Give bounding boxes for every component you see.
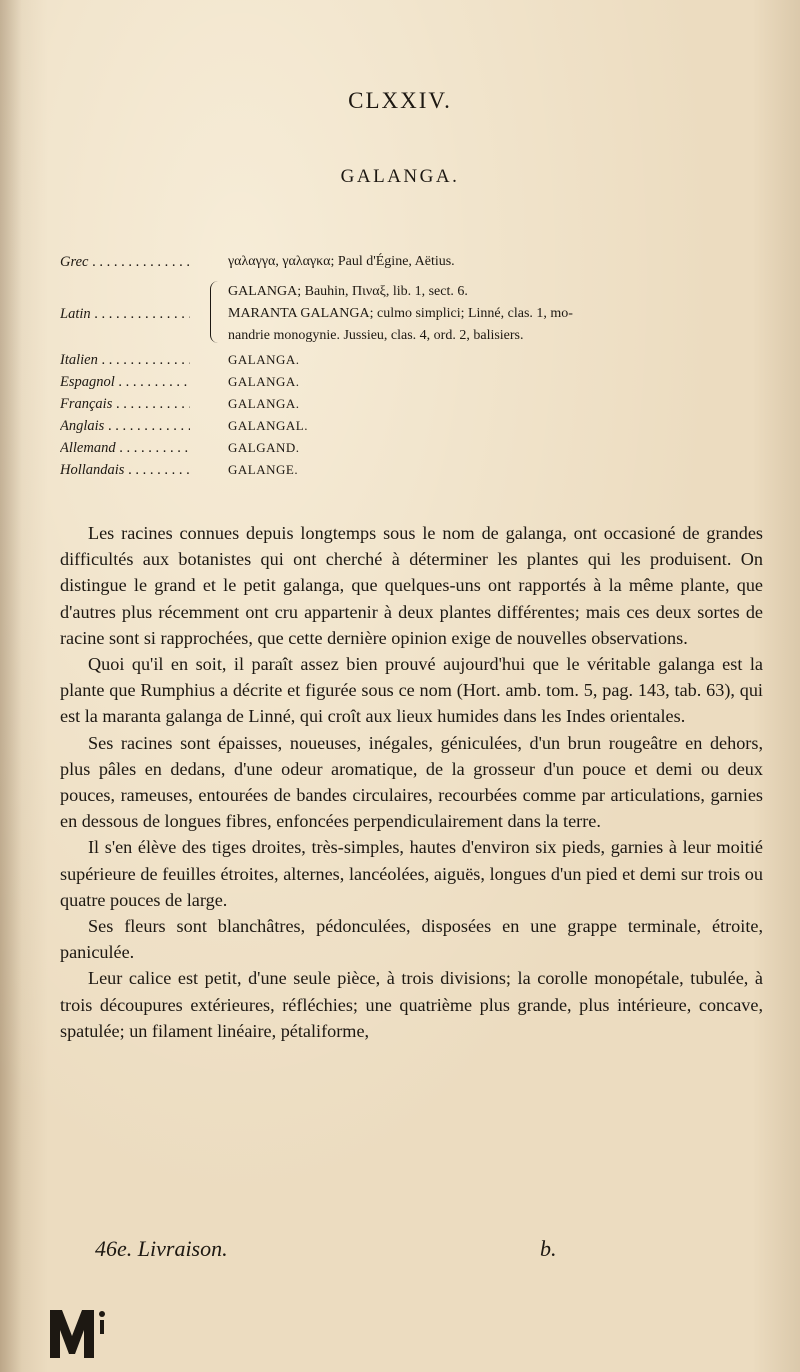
livraison-number: 46e. Livraison. xyxy=(95,1236,228,1261)
plant-title: GALANGA. xyxy=(340,166,460,187)
name-value: nandrie monogynie. Jussieu, clas. 4, ord. 2, balisiers. xyxy=(228,328,524,343)
page-footer xyxy=(0,1236,800,1276)
library-stamp-icon xyxy=(42,1296,112,1366)
page-spine-shadow xyxy=(0,0,22,1372)
language-label: Hollandais . . . xyxy=(60,462,190,479)
paragraph: Ses fleurs sont blanchâtres, pédonculées, disposées en une grappe terminale, étroite, paniculée. xyxy=(60,916,763,963)
language-label: Latin . . . xyxy=(60,306,190,323)
name-value: GALANGE. xyxy=(228,462,299,477)
name-value: GALANGAL. xyxy=(228,418,308,433)
name-value: GALANGA. xyxy=(228,374,300,389)
signature-mark: b. xyxy=(540,1236,557,1261)
name-value: GALGAND. xyxy=(228,440,300,455)
plate-number: CLXXIV. xyxy=(348,88,452,113)
language-label: Allemand . . . xyxy=(60,440,190,457)
name-value: GALANGA. xyxy=(228,396,300,411)
paragraph: Ses racines sont épaisses, noueuses, inégales, géniculées, d'un brun rougeâtre en dehors, plus pâles en dedans, d'une odeur aromatique, de la grosseur d'un pouce et demi ou deux pouces, rameuses, entourées de bandes circulaires, recourbées comme par articulations, garnies en dessous de longues fibres, enfoncées perpendiculairement dans la terre. xyxy=(60,732,763,832)
paragraph: Les racines connues depuis longtemps sous le nom de galanga, ont occasioné de grandes difficultés aux botanistes qui ont cherché à déterminer les plantes qui les produisent. On distingue le grand et le petit galanga, que quelques-uns ont rapportés à la même plante, que d'autres plus récemment ont cru appartenir à deux plantes différentes; mais ces deux sortes de racine sont si rapprochées, que cette dernière opinion exige de nouvelles observations. xyxy=(60,523,763,648)
name-value: GALANGA. xyxy=(228,352,300,367)
paragraph: Leur calice est petit, d'une seule pièce, à trois divisions; la corolle monopétale, tubulée, à trois découpures extérieures, réfléchies; une quatrième plus grande, plus intérieure, concave, spatulée; un filament linéaire, pétaliforme, xyxy=(60,968,763,1041)
name-value: MARANTA GALANGA; culmo simplici; Linné, clas. 1, mo- xyxy=(228,306,573,321)
description-text xyxy=(60,520,763,1044)
language-label: Espagnol . . . xyxy=(60,374,190,391)
paragraph: Quoi qu'il en soit, il paraît assez bien prouvé aujourd'hui que le véritable galanga est la plante que Rumphius a décrite et figurée sous ce nom (Hort. amb. tom. 5, pag. 143, tab. 63), qui est la maranta galanga de Linné, qui croît aux lieux humides dans les Indes orientales. xyxy=(60,654,763,727)
language-label: Grec . . . xyxy=(60,254,190,271)
paragraph: Il s'en élève des tiges droites, très-simples, hautes d'environ six pieds, garnies à leur moitié supérieure de feuilles étroites, alternes, lancéolées, aiguës, longues d'un pied et demi sur trois ou quatre pouces de large. xyxy=(60,837,763,910)
language-label: Français . . . xyxy=(60,396,190,413)
name-value: γαλαγγα, γαλαγκα; Paul d'Égine, Aëtius. xyxy=(228,254,455,269)
latin-brace xyxy=(210,281,219,343)
language-label: Anglais . . . xyxy=(60,418,190,435)
name-value: GALANGA; Bauhin, Πιναξ, lib. 1, sect. 6. xyxy=(228,284,468,299)
language-label: Italien . . . xyxy=(60,352,190,369)
